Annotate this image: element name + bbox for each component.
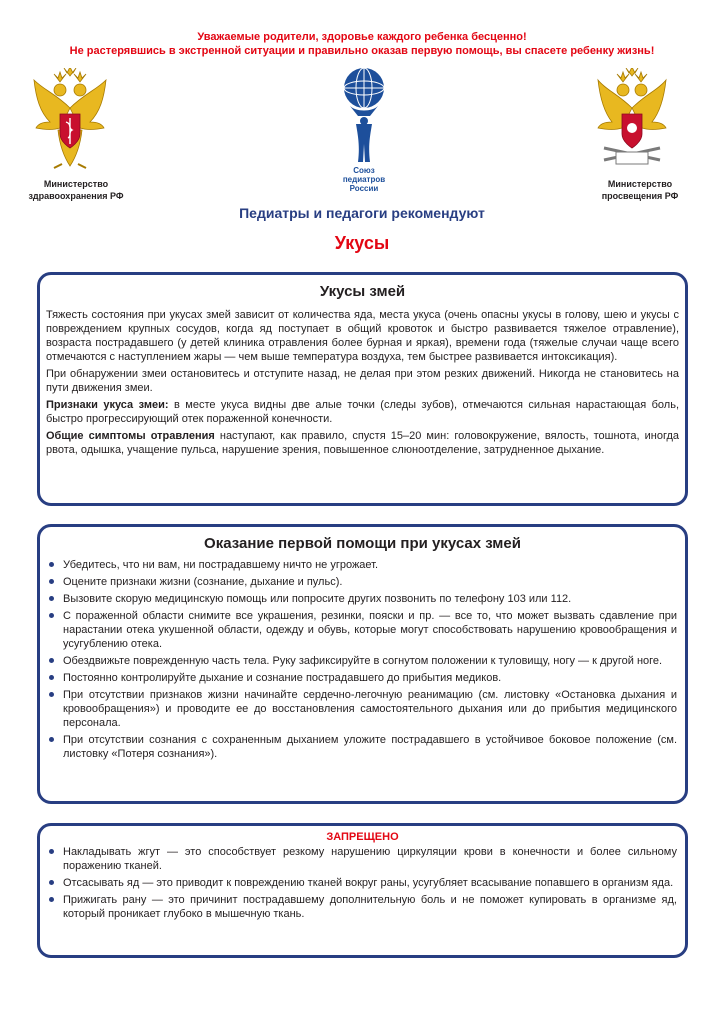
- bullet-icon: [49, 596, 54, 601]
- list-item: [47, 733, 677, 761]
- education-ministry-label: [584, 178, 696, 202]
- list-item-text: С пораженной области снимите все украшения, резинки, пояски и пр. — все то, что может вызвать сдавление при нарастании отека укушенной области, одежду и обувь, которые могут способствовать нарушению кровообращения и усугублению отека.: [63, 610, 677, 650]
- bullet-icon: [49, 849, 54, 854]
- first-aid-section: [37, 524, 688, 804]
- union-name-line1: Союз: [353, 166, 375, 175]
- bite-signs-text: в месте укуса видны две алые точки (следы зубов), отмечаются сильная нарастающая боль, быстро прогрессирующий отек пораженной конечности.: [46, 399, 679, 425]
- recommend-subtitle: Педиатры и педагоги рекомендуют: [239, 205, 485, 221]
- first-aid-list: [40, 558, 685, 761]
- list-item-text: При отсутствии признаков жизни начинайте сердечно-легочную реанимацию (см. листовку «Остановка дыхания и кровообращения») и проводите ее до восстановления самостоятельного дыхания или до прибытия медицинского персонала.: [63, 689, 677, 729]
- health-ministry-label: [14, 178, 138, 202]
- education-ministry-line1: Министерство: [607, 179, 673, 189]
- list-item: [47, 845, 677, 873]
- list-item: [47, 609, 677, 651]
- list-item-text: Убедитесь, что ни вам, ни пострадавшему ничто не угрожает.: [63, 559, 379, 571]
- health-ministry-eagle-icon: [32, 68, 108, 170]
- bullet-icon: [49, 658, 54, 663]
- symptoms-label: Общие симптомы отравления: [46, 430, 215, 442]
- bullet-icon: [49, 737, 54, 742]
- health-ministry-line1: Министерство: [43, 179, 109, 189]
- prohibited-section: [37, 823, 688, 958]
- bullet-icon: [49, 675, 54, 680]
- pediatricians-union-globe-icon: [338, 66, 390, 166]
- union-name: [330, 166, 398, 193]
- list-item-text: Вызовите скорую медицинскую помощь или попросите других позвонить по телефону 103 или 112.: [63, 593, 572, 605]
- list-item: [47, 876, 677, 890]
- severity-paragraph: Тяжесть состояния при укусах змей зависит от количества яда, места укуса (очень опасны укусы в голову, шею и укусы с повреждением крупных сосудов, когда яд поступает в общий кровоток и быстро развивается тяжелое отравление), возраста пострадавшего (у детей клиника отравления более бурная и яркая), времени года (тяжелые случаи чаще всего отмечаются с наступлением жары — чем выше температура воздуха, тем быстрее развивается интоксикация).: [46, 309, 679, 363]
- health-ministry-line2: здравоохранения РФ: [28, 191, 124, 201]
- education-ministry-eagle-icon: [596, 68, 668, 170]
- union-name-line3: России: [349, 184, 379, 193]
- bullet-icon: [49, 562, 54, 567]
- list-item: [47, 688, 677, 730]
- list-item-text: Прижигать рану — это причинит пострадавшему дополнительную боль и не поможет купировать в организме яд, который проникает глубоко в мышечную ткань.: [63, 894, 677, 920]
- prohibited-list: [40, 845, 685, 921]
- bullet-icon: [49, 880, 54, 885]
- section-title: Оказание первой помощи при укусах змей: [204, 535, 521, 552]
- list-item-text: Обездвижьте поврежденную часть тела. Руку зафиксируйте в согнутом положении к туловищу, ногу — к другой ноге.: [63, 655, 663, 667]
- symptoms-text: наступают, как правило, спустя 15–20 мин: головокружение, вялость, тошнота, иногда рвота, одышка, учащение пульса, нарушение зрения, повышенное слюноотделение, затрудненное дыхание.: [46, 430, 679, 456]
- list-item: [47, 671, 677, 685]
- snake-bites-section: [37, 272, 688, 506]
- list-item-text: Накладывать жгут — это способствует резкому нарушению циркуляции крови в конечности и более сильному поражению тканей.: [63, 846, 677, 872]
- list-item: [47, 592, 677, 606]
- symptoms-paragraph: [40, 429, 685, 457]
- list-item: [47, 893, 677, 921]
- union-name-line2: педиатров: [342, 175, 386, 184]
- bullet-icon: [49, 897, 54, 902]
- list-item-text: Оцените признаки жизни (сознание, дыхание и пульс).: [63, 576, 343, 588]
- prohibited-title: ЗАПРЕЩЕНО: [326, 831, 399, 843]
- section-title: Укусы змей: [319, 283, 406, 300]
- encounter-paragraph: При обнаружении змеи остановитесь и отступите назад, не делая при этом резких движений. Никогда не становитесь на пути движения змеи.: [46, 368, 679, 394]
- bullet-icon: [49, 579, 54, 584]
- list-item-text: Постоянно контролируйте дыхание и сознание пострадавшего до прибытия медиков.: [63, 672, 502, 684]
- education-ministry-line2: просвещения РФ: [601, 191, 679, 201]
- list-item-text: При отсутствии сознания с сохраненным дыханием уложите пострадавшего в устойчивое боковое положение (см. листовку «Потеря сознания»).: [63, 734, 677, 760]
- list-item-text: Отсасывать яд — это приводит к повреждению тканей вокруг раны, усугубляет всасывание попавшего в организм яда.: [63, 877, 674, 889]
- bullet-icon: [49, 692, 54, 697]
- bite-signs-paragraph: [40, 398, 685, 426]
- list-item: [47, 558, 677, 572]
- appeal-line-2: Не растерявшись в экстренной ситуации и правильно оказав первую помощь, вы спасете ребенку жизнь!: [69, 45, 655, 57]
- appeal-line-1: Уважаемые родители, здоровье каждого ребенка бесценно!: [197, 31, 527, 43]
- bite-signs-label: Признаки укуса змеи:: [46, 399, 169, 411]
- bullet-icon: [49, 613, 54, 618]
- list-item: [47, 654, 677, 668]
- list-item: [47, 575, 677, 589]
- page-title: Укусы: [334, 233, 390, 253]
